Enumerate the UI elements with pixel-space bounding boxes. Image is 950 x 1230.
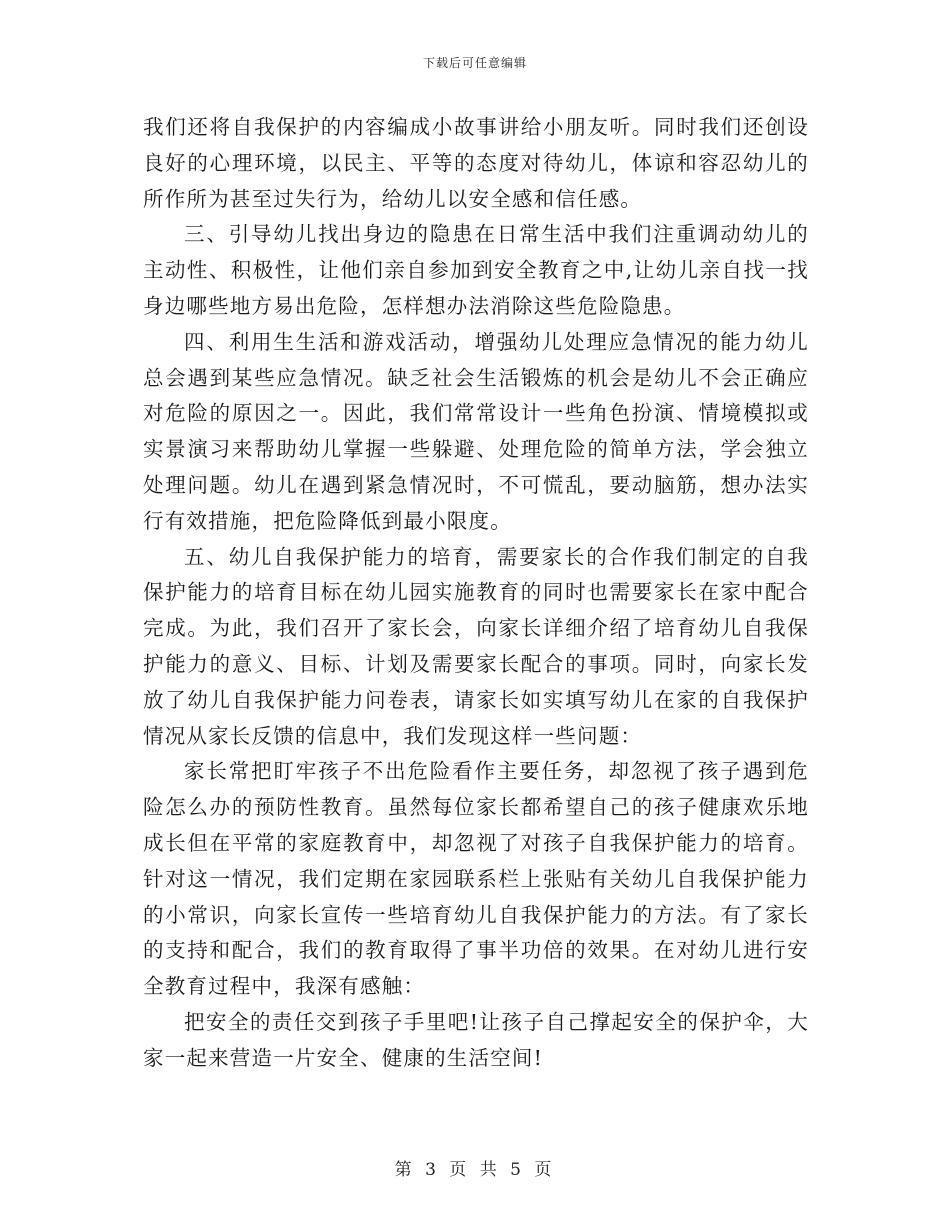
paragraph-3: 四、利用生生活和游戏活动，增强幼儿处理应急情况的能力幼儿总会遇到某些应急情况。缺乏社会生活锻炼的机会是幼儿不会正确应对危险的原因之一。因此，我们常常设计一些角色扮演、情境模拟或实景演习来帮助幼儿掌握一些躲避、处理危险的简单方法，学会独立处理问题。幼儿在遇到紧急情况时，不可慌乱，要动脑筋，想办法实行有效措施，把危险降低到最小限度。 xyxy=(143,329,809,533)
paragraph-2: 三、引导幼儿找出身边的隐患在日常生活中我们注重调动幼儿的主动性、积极性，让他们亲自参加到安全教育之中,让幼儿亲自找一找身边哪些地方易出危险，怎样想办法消除这些危险隐患。 xyxy=(143,222,809,318)
paragraph-5: 家长常把盯牢孩子不出危险看作主要任务，却忽视了孩子遇到危险怎么办的预防性教育。虽然每位家长都希望自己的孩子健康欢乐地成长但在平常的家庭教育中，却忽视了对孩子自我保护能力的培育。针对这一情况，我们定期在家园联系栏上张贴有关幼儿自我保护能力的小常识，向家长宣传一些培育幼儿自我保护能力的方法。有了家长的支持和配合，我们的教育取得了事半功倍的效果。在对幼儿进行安全教育过程中，我深有感触： xyxy=(143,759,809,999)
paragraph-4: 五、幼儿自我保护能力的培育，需要家长的合作我们制定的自我保护能力的培育目标在幼儿园实施教育的同时也需要家长在家中配合完成。为此，我们召开了家长会，向家长详细介绍了培育幼儿自我保护能力的意义、目标、计划及需要家长配合的事项。同时，向家长发放了幼儿自我保护能力问卷表，请家长如实填写幼儿在家的自我保护情况从家长反馈的信息中，我们发现这样一些问题： xyxy=(143,544,809,748)
paragraph-1: 我们还将自我保护的内容编成小故事讲给小朋友听。同时我们还创设良好的心理环境，以民主、平等的态度对待幼儿，体谅和容忍幼儿的所作所为甚至过失行为，给幼儿以安全感和信任感。 xyxy=(143,115,809,211)
page-header: 下载后可任意编辑 xyxy=(422,56,527,70)
page-number-footer: 第 3 页 共 5 页 xyxy=(394,1160,556,1180)
paragraph-6: 把安全的责任交到孩子手里吧!让孩子自己撑起安全的保护伞，大家一起来营造一片安全、健康的生活空间! xyxy=(143,1009,809,1070)
document-body xyxy=(143,110,809,1077)
